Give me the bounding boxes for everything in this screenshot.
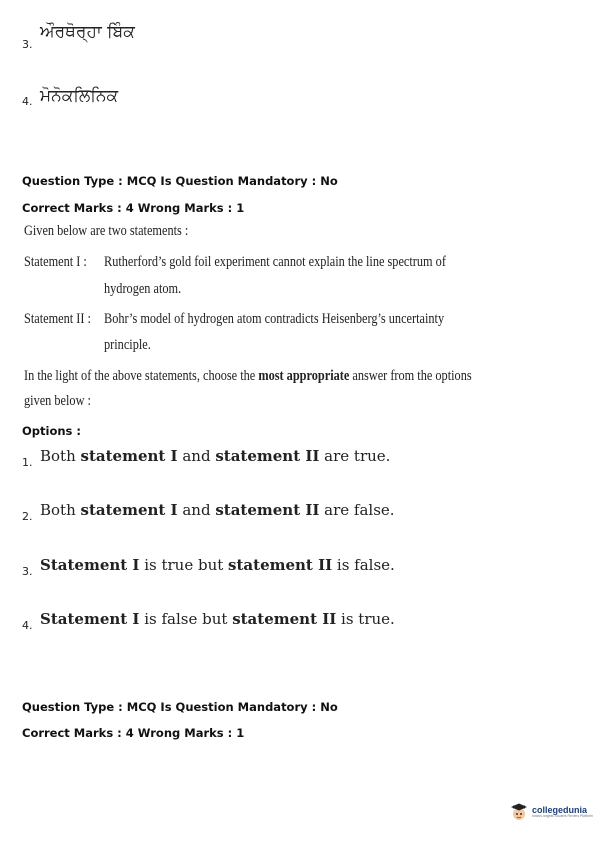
statement-1-line-2: hydrogen atom. bbox=[104, 281, 182, 297]
statement-2-line-2: principle. bbox=[104, 337, 151, 353]
collegedunia-logo bbox=[509, 802, 593, 822]
options-label: Options : bbox=[22, 424, 81, 438]
instruction-text: In the light of the above statements, choose the bbox=[24, 368, 259, 384]
question-type-line: Question Type : MCQ Is Question Mandatory : No bbox=[22, 174, 338, 188]
statement-2-line-1: Bohr’s model of hydrogen atom contradicts Heisenberg’s uncertainty bbox=[104, 311, 445, 327]
statement-1-line-1: Rutherford’s gold foil experiment cannot explain the line spectrum of bbox=[104, 254, 446, 270]
question-marks-line: Correct Marks : 4 Wrong Marks : 1 bbox=[22, 201, 245, 215]
question-instruction bbox=[24, 368, 472, 385]
logo-tagline: India's largest Student Review Platform bbox=[532, 813, 593, 818]
option-4: Statement I is false but statement II is true. bbox=[40, 610, 395, 628]
option-number: 3. bbox=[22, 565, 33, 578]
prev-option-text: ਮੋਨੋਕਲਿਨਿਕ bbox=[40, 86, 119, 106]
option-number: 1. bbox=[22, 456, 33, 469]
option-number: 2. bbox=[22, 510, 33, 523]
logo-wordmark: collegedunia bbox=[532, 804, 588, 815]
instruction-text: answer from the options bbox=[349, 368, 472, 384]
prev-option-number: 4. bbox=[22, 95, 33, 108]
statement-2-label: Statement II : bbox=[24, 311, 91, 327]
prev-option-text: ਔਰਥੋਰ੍ਹਾ ਬਿੰਕ bbox=[40, 22, 135, 42]
question-intro: Given below are two statements : bbox=[24, 223, 189, 239]
next-question-marks-line: Correct Marks : 4 Wrong Marks : 1 bbox=[22, 726, 245, 740]
option-1: Both statement I and statement II are true. bbox=[40, 447, 391, 465]
instruction-emphasis: most appropriate bbox=[258, 368, 350, 384]
prev-option-number: 3. bbox=[22, 38, 33, 51]
option-2: Both statement I and statement II are false. bbox=[40, 501, 395, 519]
statement-1-label: Statement I : bbox=[24, 254, 87, 270]
graduate-avatar-icon bbox=[509, 802, 529, 822]
option-number: 4. bbox=[22, 619, 33, 632]
next-question-type-line: Question Type : MCQ Is Question Mandatory : No bbox=[22, 700, 338, 714]
question-instruction-line-2: given below : bbox=[24, 393, 91, 409]
option-3: Statement I is true but statement II is false. bbox=[40, 556, 395, 574]
